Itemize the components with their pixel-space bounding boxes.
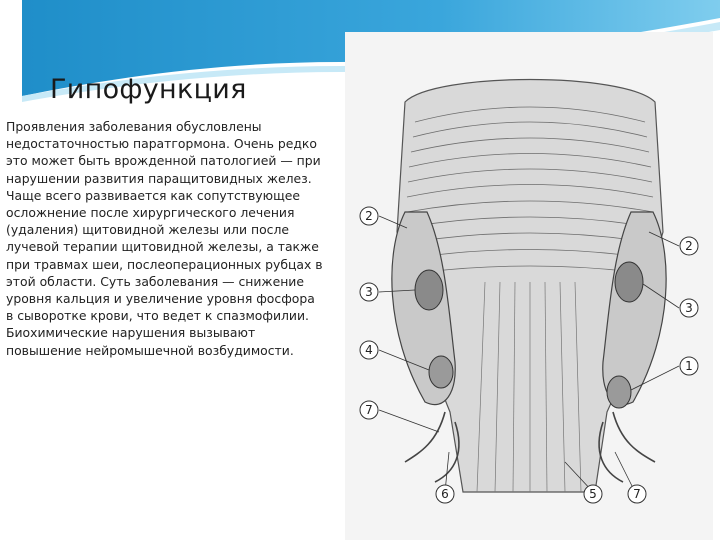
left-lower-parathyroid xyxy=(429,356,453,388)
callout-left-3: 3 xyxy=(365,285,373,299)
right-lower-parathyroid xyxy=(607,376,631,408)
paragraph-1: Проявления заболевания обусловлены недостаточностью паратгормона. Очень редко это может быть врожденной патологией — при нарушении развития паращитовидных желез. xyxy=(6,119,321,186)
right-upper-parathyroid xyxy=(615,262,643,302)
callout-left-2: 2 xyxy=(365,209,373,223)
slide-body-text xyxy=(6,118,324,359)
callout-right-1: 1 xyxy=(685,359,693,373)
callout-left-4: 4 xyxy=(365,343,373,357)
left-upper-parathyroid xyxy=(415,270,443,310)
callout-right-3: 3 xyxy=(685,301,693,315)
anatomical-drawing xyxy=(345,32,713,540)
callout-right-2: 2 xyxy=(685,239,693,253)
callout-bottom-6: 6 xyxy=(441,487,449,501)
paragraph-2: Чаще всего развивается как сопутствующее осложнение после хирургического лечения (удаления) щитовидной железы или после лучевой терапии щитовидной железы, а также при травмах шеи, послеоперационных рубцах в этой области. Суть заболевания — снижение уровня кальция и увеличение уровня фосфора в сыворотке крови, что ведет к спазмофилии. xyxy=(6,187,323,324)
callout-left-7: 7 xyxy=(365,403,373,417)
slide-title: Гипофункция xyxy=(50,74,247,105)
paragraph-3: Биохимические нарушения вызывают повышение нейромышечной возбудимости. xyxy=(6,325,294,358)
anatomical-illustration-parathyroid xyxy=(345,32,713,540)
callout-bottom-5: 5 xyxy=(589,487,597,501)
callout-bottom-7: 7 xyxy=(633,487,641,501)
